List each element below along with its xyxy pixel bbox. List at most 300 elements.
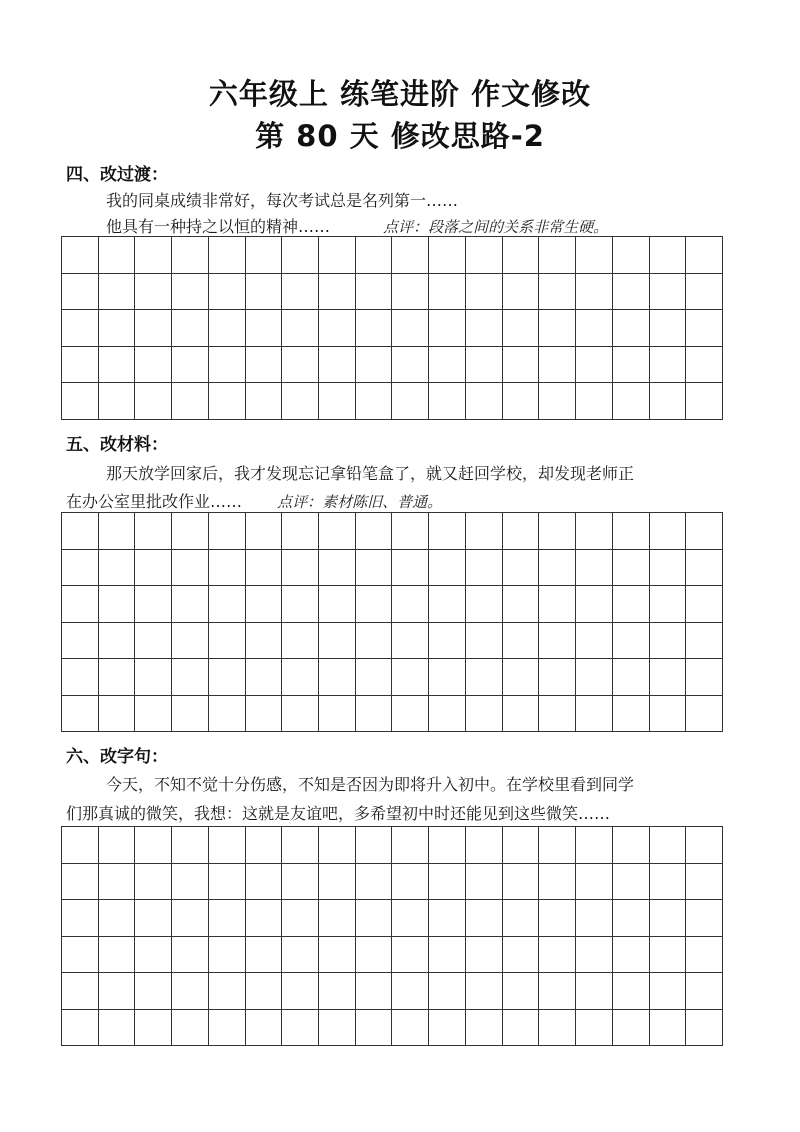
grid-cell[interactable]: [613, 550, 650, 587]
grid-cell[interactable]: [613, 659, 650, 696]
grid-cell[interactable]: [319, 237, 356, 274]
grid-cell[interactable]: [576, 659, 613, 696]
grid-cell[interactable]: [503, 310, 540, 347]
grid-cell[interactable]: [135, 550, 172, 587]
grid-cell[interactable]: [356, 659, 393, 696]
grid-cell[interactable]: [246, 586, 283, 623]
grid-cell[interactable]: [135, 383, 172, 420]
grid-cell[interactable]: [429, 550, 466, 587]
grid-cell[interactable]: [356, 827, 393, 864]
grid-cell[interactable]: [62, 1010, 99, 1047]
grid-cell[interactable]: [466, 900, 503, 937]
grid-cell[interactable]: [650, 347, 687, 384]
grid-cell[interactable]: [650, 383, 687, 420]
grid-cell[interactable]: [282, 237, 319, 274]
grid-cell[interactable]: [172, 513, 209, 550]
grid-cell[interactable]: [135, 623, 172, 660]
grid-cell[interactable]: [246, 937, 283, 974]
grid-cell[interactable]: [503, 696, 540, 733]
grid-cell[interactable]: [319, 513, 356, 550]
grid-cell[interactable]: [209, 900, 246, 937]
grid-cell[interactable]: [429, 1010, 466, 1047]
grid-cell[interactable]: [686, 550, 723, 587]
grid-cell[interactable]: [172, 586, 209, 623]
grid-cell[interactable]: [686, 586, 723, 623]
grid-cell[interactable]: [246, 623, 283, 660]
grid-cell[interactable]: [503, 623, 540, 660]
grid-cell[interactable]: [62, 827, 99, 864]
grid-cell[interactable]: [99, 310, 136, 347]
grid-cell[interactable]: [686, 237, 723, 274]
writing-grid[interactable]: [61, 826, 723, 1046]
grid-cell[interactable]: [576, 900, 613, 937]
grid-cell[interactable]: [539, 347, 576, 384]
grid-cell[interactable]: [246, 696, 283, 733]
grid-cell[interactable]: [576, 623, 613, 660]
grid-cell[interactable]: [576, 347, 613, 384]
grid-cell[interactable]: [356, 237, 393, 274]
grid-cell[interactable]: [99, 900, 136, 937]
grid-cell[interactable]: [209, 310, 246, 347]
grid-cell[interactable]: [172, 937, 209, 974]
grid-cell[interactable]: [62, 900, 99, 937]
grid-cell[interactable]: [392, 383, 429, 420]
grid-cell[interactable]: [503, 550, 540, 587]
grid-cell[interactable]: [99, 347, 136, 384]
grid-cell[interactable]: [282, 623, 319, 660]
grid-cell[interactable]: [135, 827, 172, 864]
grid-cell[interactable]: [613, 900, 650, 937]
grid-cell[interactable]: [576, 237, 613, 274]
grid-cell[interactable]: [172, 827, 209, 864]
grid-cell[interactable]: [650, 550, 687, 587]
grid-cell[interactable]: [613, 827, 650, 864]
grid-cell[interactable]: [135, 864, 172, 901]
grid-cell[interactable]: [392, 274, 429, 311]
grid-cell[interactable]: [209, 659, 246, 696]
grid-cell[interactable]: [466, 696, 503, 733]
grid-cell[interactable]: [539, 659, 576, 696]
writing-grid[interactable]: [61, 512, 723, 732]
grid-cell[interactable]: [429, 696, 466, 733]
grid-cell[interactable]: [282, 347, 319, 384]
grid-cell[interactable]: [209, 347, 246, 384]
grid-cell[interactable]: [209, 623, 246, 660]
grid-cell[interactable]: [172, 347, 209, 384]
grid-cell[interactable]: [686, 900, 723, 937]
grid-cell[interactable]: [429, 586, 466, 623]
grid-cell[interactable]: [392, 864, 429, 901]
grid-cell[interactable]: [392, 659, 429, 696]
writing-grid[interactable]: [61, 236, 723, 420]
grid-cell[interactable]: [356, 586, 393, 623]
grid-cell[interactable]: [686, 347, 723, 384]
grid-cell[interactable]: [503, 1010, 540, 1047]
grid-cell[interactable]: [686, 310, 723, 347]
grid-cell[interactable]: [466, 237, 503, 274]
grid-cell[interactable]: [62, 696, 99, 733]
grid-cell[interactable]: [650, 827, 687, 864]
grid-cell[interactable]: [576, 513, 613, 550]
grid-cell[interactable]: [62, 659, 99, 696]
grid-cell[interactable]: [576, 696, 613, 733]
grid-cell[interactable]: [99, 586, 136, 623]
grid-cell[interactable]: [503, 383, 540, 420]
grid-cell[interactable]: [539, 623, 576, 660]
grid-cell[interactable]: [246, 659, 283, 696]
grid-cell[interactable]: [282, 513, 319, 550]
grid-cell[interactable]: [576, 1010, 613, 1047]
grid-cell[interactable]: [650, 274, 687, 311]
grid-cell[interactable]: [62, 623, 99, 660]
grid-cell[interactable]: [246, 1010, 283, 1047]
grid-cell[interactable]: [429, 347, 466, 384]
grid-cell[interactable]: [429, 659, 466, 696]
grid-cell[interactable]: [539, 383, 576, 420]
grid-cell[interactable]: [466, 973, 503, 1010]
grid-cell[interactable]: [686, 513, 723, 550]
grid-cell[interactable]: [650, 310, 687, 347]
grid-cell[interactable]: [209, 864, 246, 901]
grid-cell[interactable]: [62, 347, 99, 384]
grid-cell[interactable]: [392, 696, 429, 733]
grid-cell[interactable]: [282, 659, 319, 696]
grid-cell[interactable]: [429, 383, 466, 420]
grid-cell[interactable]: [356, 347, 393, 384]
grid-cell[interactable]: [282, 937, 319, 974]
grid-cell[interactable]: [429, 310, 466, 347]
grid-cell[interactable]: [282, 696, 319, 733]
grid-cell[interactable]: [650, 586, 687, 623]
grid-cell[interactable]: [246, 274, 283, 311]
grid-cell[interactable]: [650, 1010, 687, 1047]
grid-cell[interactable]: [209, 513, 246, 550]
grid-cell[interactable]: [503, 513, 540, 550]
grid-cell[interactable]: [62, 383, 99, 420]
grid-cell[interactable]: [503, 237, 540, 274]
grid-cell[interactable]: [282, 827, 319, 864]
grid-cell[interactable]: [650, 973, 687, 1010]
grid-cell[interactable]: [356, 1010, 393, 1047]
grid-cell[interactable]: [613, 274, 650, 311]
grid-cell[interactable]: [246, 900, 283, 937]
grid-cell[interactable]: [172, 659, 209, 696]
grid-cell[interactable]: [135, 237, 172, 274]
grid-cell[interactable]: [650, 900, 687, 937]
grid-cell[interactable]: [172, 237, 209, 274]
grid-cell[interactable]: [319, 347, 356, 384]
grid-cell[interactable]: [613, 586, 650, 623]
grid-cell[interactable]: [429, 513, 466, 550]
grid-cell[interactable]: [392, 623, 429, 660]
grid-cell[interactable]: [246, 237, 283, 274]
grid-cell[interactable]: [356, 864, 393, 901]
grid-cell[interactable]: [650, 696, 687, 733]
grid-cell[interactable]: [62, 864, 99, 901]
grid-cell[interactable]: [466, 274, 503, 311]
grid-cell[interactable]: [135, 937, 172, 974]
grid-cell[interactable]: [392, 937, 429, 974]
grid-cell[interactable]: [99, 937, 136, 974]
grid-cell[interactable]: [429, 623, 466, 660]
grid-cell[interactable]: [99, 659, 136, 696]
grid-cell[interactable]: [172, 550, 209, 587]
grid-cell[interactable]: [466, 864, 503, 901]
grid-cell[interactable]: [62, 550, 99, 587]
grid-cell[interactable]: [62, 513, 99, 550]
grid-cell[interactable]: [686, 696, 723, 733]
grid-cell[interactable]: [466, 383, 503, 420]
grid-cell[interactable]: [319, 586, 356, 623]
grid-cell[interactable]: [319, 383, 356, 420]
grid-cell[interactable]: [62, 310, 99, 347]
grid-cell[interactable]: [466, 347, 503, 384]
grid-cell[interactable]: [613, 623, 650, 660]
grid-cell[interactable]: [99, 550, 136, 587]
grid-cell[interactable]: [429, 937, 466, 974]
grid-cell[interactable]: [246, 310, 283, 347]
grid-cell[interactable]: [209, 696, 246, 733]
grid-cell[interactable]: [62, 973, 99, 1010]
grid-cell[interactable]: [209, 937, 246, 974]
grid-cell[interactable]: [99, 1010, 136, 1047]
grid-cell[interactable]: [686, 827, 723, 864]
grid-cell[interactable]: [466, 623, 503, 660]
grid-cell[interactable]: [539, 827, 576, 864]
grid-cell[interactable]: [686, 274, 723, 311]
grid-cell[interactable]: [392, 900, 429, 937]
grid-cell[interactable]: [539, 237, 576, 274]
grid-cell[interactable]: [613, 310, 650, 347]
grid-cell[interactable]: [576, 937, 613, 974]
grid-cell[interactable]: [686, 864, 723, 901]
grid-cell[interactable]: [650, 937, 687, 974]
grid-cell[interactable]: [99, 864, 136, 901]
grid-cell[interactable]: [246, 827, 283, 864]
grid-cell[interactable]: [319, 973, 356, 1010]
grid-cell[interactable]: [650, 623, 687, 660]
grid-cell[interactable]: [172, 864, 209, 901]
grid-cell[interactable]: [613, 347, 650, 384]
grid-cell[interactable]: [539, 586, 576, 623]
grid-cell[interactable]: [650, 864, 687, 901]
grid-cell[interactable]: [282, 864, 319, 901]
grid-cell[interactable]: [62, 586, 99, 623]
grid-cell[interactable]: [135, 310, 172, 347]
grid-cell[interactable]: [539, 1010, 576, 1047]
grid-cell[interactable]: [319, 696, 356, 733]
grid-cell[interactable]: [539, 900, 576, 937]
grid-cell[interactable]: [172, 383, 209, 420]
grid-cell[interactable]: [466, 1010, 503, 1047]
grid-cell[interactable]: [356, 623, 393, 660]
grid-cell[interactable]: [356, 696, 393, 733]
grid-cell[interactable]: [319, 937, 356, 974]
grid-cell[interactable]: [135, 274, 172, 311]
grid-cell[interactable]: [686, 973, 723, 1010]
grid-cell[interactable]: [686, 623, 723, 660]
grid-cell[interactable]: [613, 513, 650, 550]
grid-cell[interactable]: [319, 659, 356, 696]
grid-cell[interactable]: [172, 274, 209, 311]
grid-cell[interactable]: [576, 864, 613, 901]
grid-cell[interactable]: [576, 586, 613, 623]
grid-cell[interactable]: [319, 623, 356, 660]
grid-cell[interactable]: [392, 586, 429, 623]
grid-cell[interactable]: [246, 864, 283, 901]
grid-cell[interactable]: [209, 973, 246, 1010]
grid-cell[interactable]: [466, 659, 503, 696]
grid-cell[interactable]: [539, 310, 576, 347]
grid-cell[interactable]: [135, 1010, 172, 1047]
grid-cell[interactable]: [613, 383, 650, 420]
grid-cell[interactable]: [282, 973, 319, 1010]
grid-cell[interactable]: [99, 237, 136, 274]
grid-cell[interactable]: [99, 274, 136, 311]
grid-cell[interactable]: [356, 550, 393, 587]
grid-cell[interactable]: [466, 937, 503, 974]
grid-cell[interactable]: [99, 696, 136, 733]
grid-cell[interactable]: [466, 513, 503, 550]
grid-cell[interactable]: [539, 696, 576, 733]
grid-cell[interactable]: [135, 659, 172, 696]
grid-cell[interactable]: [576, 827, 613, 864]
grid-cell[interactable]: [319, 310, 356, 347]
grid-cell[interactable]: [613, 937, 650, 974]
grid-cell[interactable]: [172, 310, 209, 347]
grid-cell[interactable]: [356, 274, 393, 311]
grid-cell[interactable]: [172, 623, 209, 660]
grid-cell[interactable]: [576, 274, 613, 311]
grid-cell[interactable]: [319, 827, 356, 864]
grid-cell[interactable]: [135, 347, 172, 384]
grid-cell[interactable]: [246, 383, 283, 420]
grid-cell[interactable]: [99, 827, 136, 864]
grid-cell[interactable]: [613, 1010, 650, 1047]
grid-cell[interactable]: [576, 973, 613, 1010]
grid-cell[interactable]: [209, 550, 246, 587]
grid-cell[interactable]: [539, 973, 576, 1010]
grid-cell[interactable]: [650, 513, 687, 550]
grid-cell[interactable]: [356, 310, 393, 347]
grid-cell[interactable]: [209, 827, 246, 864]
grid-cell[interactable]: [466, 827, 503, 864]
grid-cell[interactable]: [392, 513, 429, 550]
grid-cell[interactable]: [503, 827, 540, 864]
grid-cell[interactable]: [576, 550, 613, 587]
grid-cell[interactable]: [209, 1010, 246, 1047]
grid-cell[interactable]: [429, 900, 466, 937]
grid-cell[interactable]: [392, 973, 429, 1010]
grid-cell[interactable]: [135, 973, 172, 1010]
grid-cell[interactable]: [429, 864, 466, 901]
grid-cell[interactable]: [503, 274, 540, 311]
grid-cell[interactable]: [539, 937, 576, 974]
grid-cell[interactable]: [539, 864, 576, 901]
grid-cell[interactable]: [613, 864, 650, 901]
grid-cell[interactable]: [62, 937, 99, 974]
grid-cell[interactable]: [172, 900, 209, 937]
grid-cell[interactable]: [613, 237, 650, 274]
grid-cell[interactable]: [686, 937, 723, 974]
grid-cell[interactable]: [135, 900, 172, 937]
grid-cell[interactable]: [392, 347, 429, 384]
grid-cell[interactable]: [429, 237, 466, 274]
grid-cell[interactable]: [392, 237, 429, 274]
grid-cell[interactable]: [319, 550, 356, 587]
grid-cell[interactable]: [392, 827, 429, 864]
grid-cell[interactable]: [466, 586, 503, 623]
grid-cell[interactable]: [613, 696, 650, 733]
grid-cell[interactable]: [429, 827, 466, 864]
grid-cell[interactable]: [539, 274, 576, 311]
grid-cell[interactable]: [319, 900, 356, 937]
grid-cell[interactable]: [99, 383, 136, 420]
grid-cell[interactable]: [209, 586, 246, 623]
grid-cell[interactable]: [503, 586, 540, 623]
grid-cell[interactable]: [172, 1010, 209, 1047]
grid-cell[interactable]: [356, 937, 393, 974]
grid-cell[interactable]: [99, 513, 136, 550]
grid-cell[interactable]: [503, 864, 540, 901]
grid-cell[interactable]: [282, 310, 319, 347]
grid-cell[interactable]: [319, 1010, 356, 1047]
grid-cell[interactable]: [282, 383, 319, 420]
grid-cell[interactable]: [539, 513, 576, 550]
grid-cell[interactable]: [503, 937, 540, 974]
grid-cell[interactable]: [246, 550, 283, 587]
grid-cell[interactable]: [135, 513, 172, 550]
grid-cell[interactable]: [356, 900, 393, 937]
grid-cell[interactable]: [319, 274, 356, 311]
grid-cell[interactable]: [650, 237, 687, 274]
grid-cell[interactable]: [503, 900, 540, 937]
grid-cell[interactable]: [135, 586, 172, 623]
grid-cell[interactable]: [99, 973, 136, 1010]
grid-cell[interactable]: [576, 310, 613, 347]
grid-cell[interactable]: [356, 513, 393, 550]
grid-cell[interactable]: [650, 659, 687, 696]
grid-cell[interactable]: [539, 550, 576, 587]
grid-cell[interactable]: [209, 383, 246, 420]
grid-cell[interactable]: [282, 1010, 319, 1047]
grid-cell[interactable]: [466, 310, 503, 347]
grid-cell[interactable]: [172, 973, 209, 1010]
grid-cell[interactable]: [246, 347, 283, 384]
grid-cell[interactable]: [99, 623, 136, 660]
grid-cell[interactable]: [282, 274, 319, 311]
grid-cell[interactable]: [62, 274, 99, 311]
grid-cell[interactable]: [503, 659, 540, 696]
grid-cell[interactable]: [503, 973, 540, 1010]
grid-cell[interactable]: [209, 274, 246, 311]
grid-cell[interactable]: [392, 1010, 429, 1047]
grid-cell[interactable]: [429, 973, 466, 1010]
grid-cell[interactable]: [209, 237, 246, 274]
grid-cell[interactable]: [686, 659, 723, 696]
grid-cell[interactable]: [356, 383, 393, 420]
grid-cell[interactable]: [246, 973, 283, 1010]
grid-cell[interactable]: [319, 864, 356, 901]
grid-cell[interactable]: [466, 550, 503, 587]
grid-cell[interactable]: [613, 973, 650, 1010]
grid-cell[interactable]: [172, 696, 209, 733]
grid-cell[interactable]: [356, 973, 393, 1010]
grid-cell[interactable]: [686, 1010, 723, 1047]
grid-cell[interactable]: [686, 383, 723, 420]
grid-cell[interactable]: [246, 513, 283, 550]
grid-cell[interactable]: [576, 383, 613, 420]
